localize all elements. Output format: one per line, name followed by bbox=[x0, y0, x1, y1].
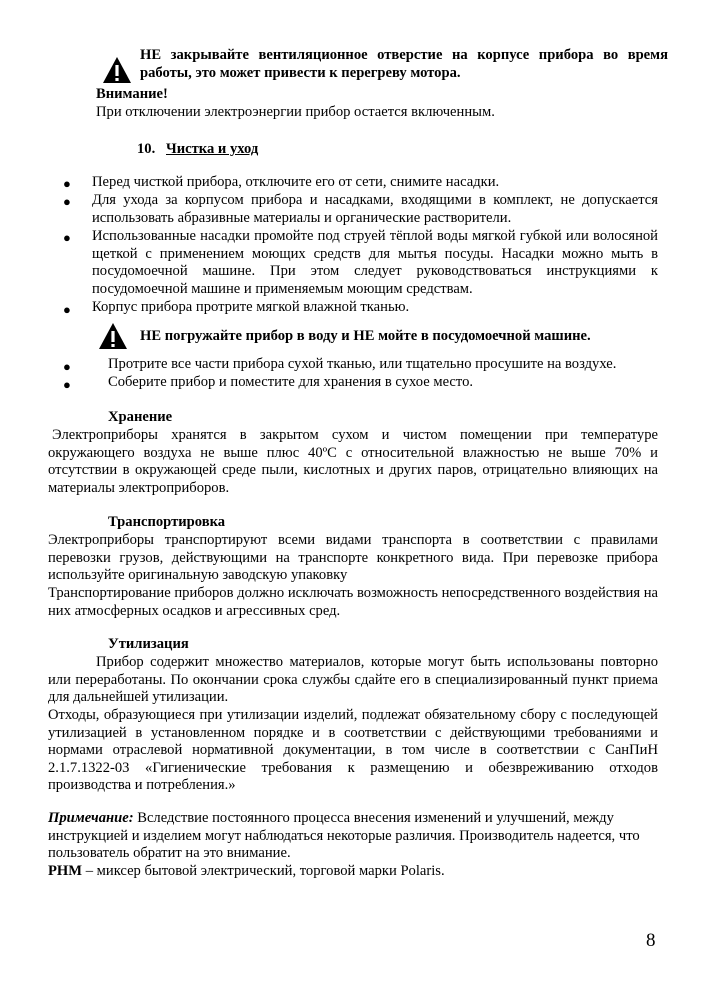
disposal-title: Утилизация bbox=[108, 636, 189, 652]
list-item: Перед чисткой прибора, отключите его от сети, снимите насадки. bbox=[92, 174, 500, 190]
list-item: Корпус прибора протрите мягкой влажной тканью. bbox=[92, 299, 410, 315]
rhm-text: – миксер бытовой электрический, торговой марки Polaris. bbox=[85, 863, 445, 879]
transport-text-1: Электроприборы транспортируют всеми видами транспорта в соответствии с правилами перевозки грузов, действующими на транспорте конкретного вида. При перевозке прибора используйте оригинальную заводскую упаковку bbox=[48, 532, 658, 584]
rhm-line bbox=[48, 863, 658, 881]
list-item: Соберите прибор и поместите для хранения в сухое место. bbox=[108, 374, 474, 390]
warning-water-text: НЕ погружайте прибор в воду и НЕ мойте в посудомоечной машине. bbox=[140, 328, 591, 344]
note-label: Примечание: bbox=[48, 810, 134, 826]
section-title: Чистка и уход bbox=[166, 141, 259, 157]
note-text: Вследствие постоянного процесса внесения изменений и улучшений, между инструкцией и изделием могут наблюдаться некоторые различия. Производитель надеется, что пользователь обратит на это внимание. bbox=[48, 810, 640, 862]
warning-icon bbox=[98, 322, 128, 350]
list-item: Для ухода за корпусом прибора и насадками, входящими в комплект, не допускается использовать абразивные материалы и органические растворители. bbox=[92, 192, 658, 226]
attention-title: Внимание! bbox=[96, 86, 168, 102]
warning-ventilation-text: НЕ закрывайте вентиляционное отверстие на корпусе прибора во время работы, это может привести к перегреву мотора. bbox=[140, 47, 668, 81]
bullet-icon: ● bbox=[63, 176, 71, 191]
bullet-icon: ● bbox=[63, 194, 71, 209]
bullet-icon: ● bbox=[63, 377, 71, 392]
note-paragraph bbox=[48, 810, 648, 863]
section-number: 10. bbox=[137, 141, 156, 157]
storage-title: Хранение bbox=[108, 409, 173, 425]
bullet-icon: ● bbox=[63, 359, 71, 374]
disposal-text-1: Прибор содержит множество материалов, которые могут быть использованы повторно или переработаны. По окончании срока службы сдайте его в специализированный пункт приема для дальнейшей утилизации. bbox=[48, 654, 658, 706]
list-item: Использованные насадки промойте под струей тёплой воды мягкой губкой или волосяной щеткой с применением моющих средств для мытья посуды. Насадки можно мыть в посудомоечной машине. При этом следует руководствоваться инструкциями к посудомоечной машине и применяемым моющим средствам. bbox=[92, 228, 658, 297]
page-number: 8 bbox=[646, 930, 656, 951]
list-item: Протрите все части прибора сухой тканью, или тщательно просушите на воздухе. bbox=[108, 356, 617, 372]
disposal-text-2: Отходы, образующиеся при утилизации изделий, подлежат обязательному сбору с последующей утилизацией в установленном порядке и в соответствии с действующими требованиями и нормами отраслевой нормативной документации, в том числе в соответствии с СанПиН 2.1.7.1322-03 «Гигиенические требования к размещению и обезвреживанию отходов производства и потребления.» bbox=[48, 707, 658, 794]
transport-title: Транспортировка bbox=[108, 514, 226, 530]
bullet-icon: ● bbox=[63, 302, 71, 317]
bullet-icon: ● bbox=[63, 230, 71, 245]
rhm-label: РНМ bbox=[48, 863, 83, 879]
transport-text-2: Транспортирование приборов должно исключать возможность непосредственного воздействия на них атмосферных осадков и агрессивных сред. bbox=[48, 585, 658, 619]
storage-text: Электроприборы хранятся в закрытом сухом и чистом помещении при температуре окружающего воздуха не выше плюс 40ºС с относительной влажностью не выше 70% и отсутствии в окружающей среде пыли, кислотных и других паров, отрицательно влияющих на материалы электроприборов. bbox=[48, 427, 658, 496]
warning-icon bbox=[102, 56, 132, 84]
attention-text: При отключении электроэнергии прибор остается включенным. bbox=[96, 104, 495, 120]
